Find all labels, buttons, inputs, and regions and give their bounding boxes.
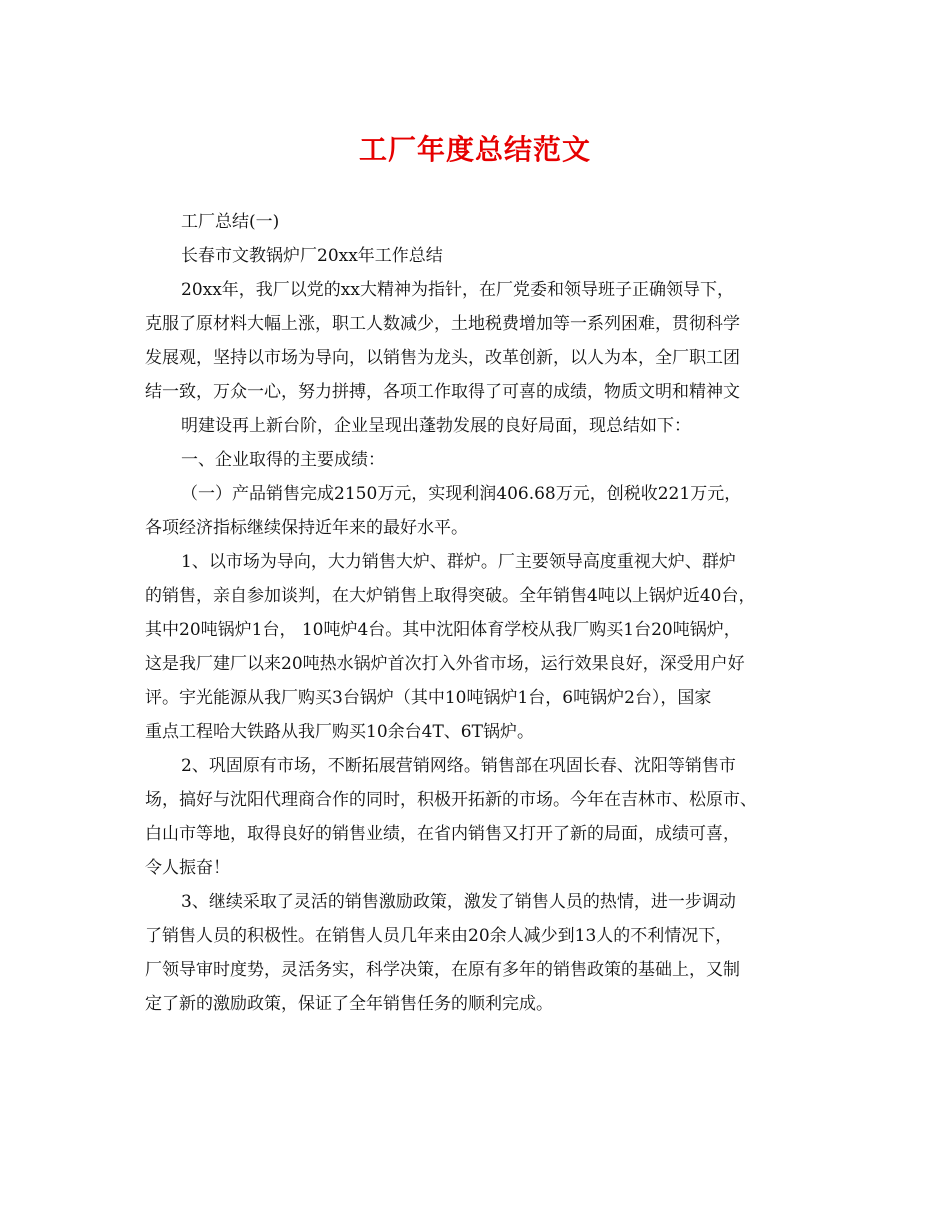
- paragraph-line: 克服了原材料大幅上涨，职工人数减少，土地税费增加等一系列困难，贯彻科学: [145, 314, 740, 334]
- paragraph-line: 其中20吨锅炉1台， 10吨炉4台。其中沈阳体育学校从我厂购买1台20吨锅炉，: [145, 620, 741, 640]
- paragraph-line: 明建设再上新台阶，企业呈现出蓬勃发展的良好局面，现总结如下：: [181, 416, 691, 436]
- paragraph-line: 各项经济指标继续保持近年来的最好水平。: [145, 518, 468, 538]
- paragraph-line: 一、企业取得的主要成绩：: [181, 450, 385, 470]
- paragraph-line: 白山市等地，取得良好的销售业绩，在省内销售又打开了新的局面，成绩可喜，: [145, 824, 740, 844]
- paragraph-line: 这是我厂建厂以来20吨热水锅炉首次打入外省市场，运行效果良好，深受用户好: [145, 654, 745, 674]
- paragraph-line: 了销售人员的积极性。在销售人员几年来由20余人减少到13人的不利情况下，: [145, 926, 733, 946]
- paragraph-line: 评。宇光能源从我厂购买3台锅炉（其中10吨锅炉1台，6吨锅炉2台），国家: [145, 688, 712, 708]
- document-title: 工厂年度总结范文: [358, 133, 591, 166]
- paragraph-line: 厂领导审时度势，灵活务实，科学决策，在原有多年的销售政策的基础上，又制: [145, 960, 740, 980]
- paragraph-line: 发展观，坚持以市场为导向，以销售为龙头，改革创新，以人为本，全厂职工团: [145, 348, 740, 368]
- paragraph-line: 工厂总结(一): [181, 212, 280, 232]
- paragraph-line: 结一致，万众一心，努力拼搏，各项工作取得了可喜的成绩，物质文明和精神文: [145, 382, 740, 402]
- paragraph-line: 20xx年，我厂以党的xx大精神为指针，在厂党委和领导班子正确领导下，: [181, 280, 734, 300]
- paragraph-line: 3、继续采取了灵活的销售激励政策，激发了销售人员的热情，进一步调动: [181, 892, 736, 912]
- paragraph-line: 场，搞好与沈阳代理商合作的同时，积极开拓新的市场。今年在吉林市、松原市、: [145, 790, 757, 810]
- document-body: [145, 205, 810, 1021]
- paragraph-line: 的销售，亲自参加谈判，在大炉销售上取得突破。全年销售4吨以上锅炉近40台，: [145, 586, 756, 606]
- paragraph-line: （一）产品销售完成2150万元，实现利润406.68万元，创税收221万元，: [181, 484, 742, 504]
- paragraph-line: 令人振奋！: [145, 858, 230, 878]
- paragraph-line: 长春市文教锅炉厂20xx年工作总结: [181, 246, 443, 266]
- paragraph-line: 重点工程哈大铁路从我厂购买10余台4T、6T锅炉。: [145, 722, 534, 742]
- paragraph-line: 1、以市场为导向，大力销售大炉、群炉。厂主要领导高度重视大炉、群炉: [181, 552, 736, 572]
- paragraph-line: 定了新的激励政策，保证了全年销售任务的顺利完成。: [145, 994, 553, 1014]
- paragraph-line: 2、巩固原有市场，不断拓展营销网络。销售部在巩固长春、沈阳等销售市: [181, 756, 736, 776]
